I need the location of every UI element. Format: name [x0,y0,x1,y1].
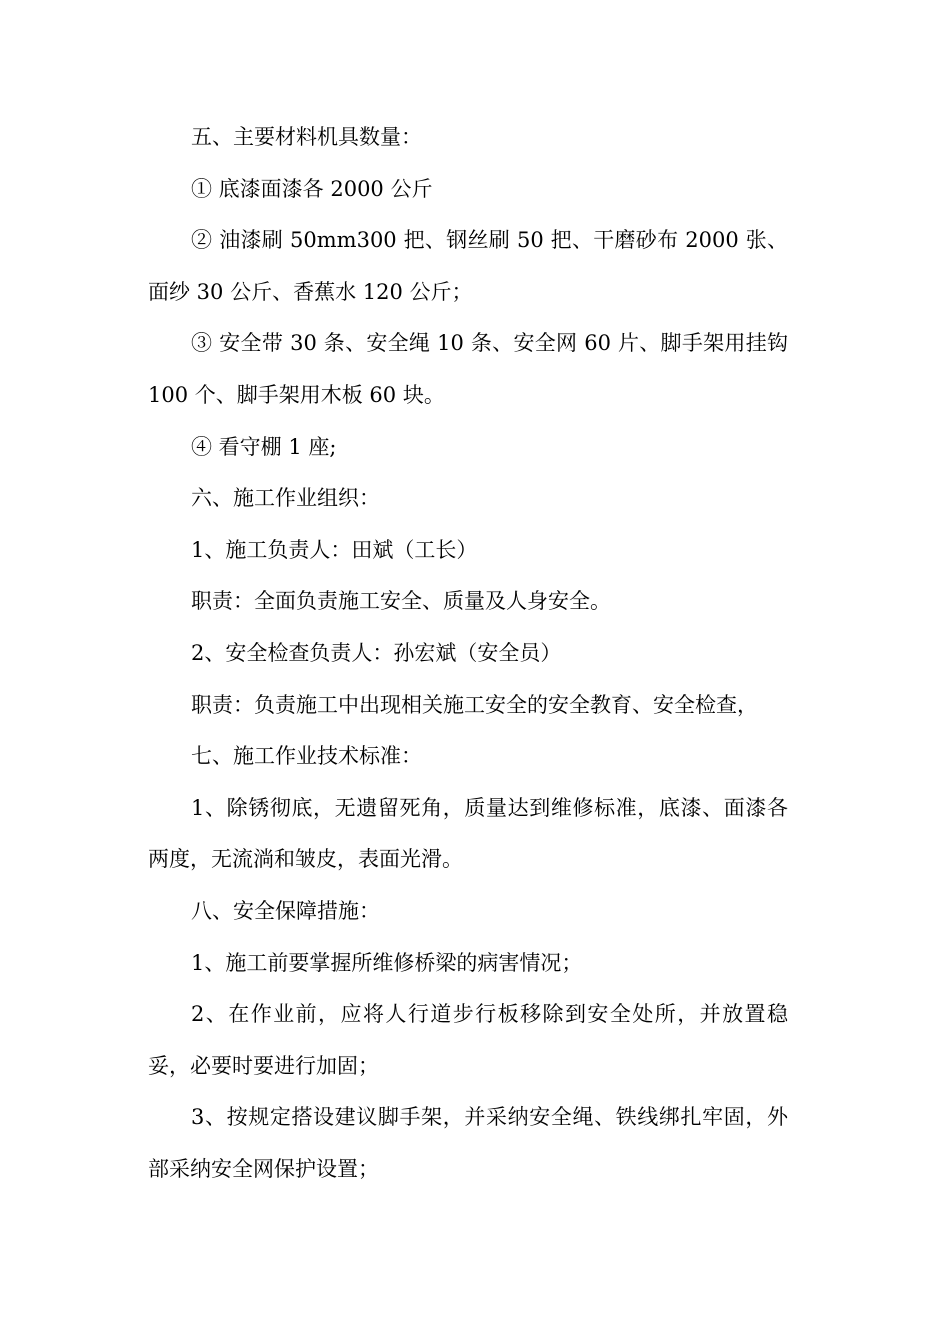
safety-item-3: 3、按规定搭设建议脚手架，并采纳安全绳、铁线绑扎牢固，外部采纳安全网保护设置； [148,1105,788,1181]
standard-item-1: 1、除锈彻底，无遗留死角，质量达到维修标准，底漆、面漆各两度，无流淌和皱皮，表面光滑。 [148,795,788,872]
safety-inspection-lead: 2、安全检查负责人：孙宏斌（安全员） [191,640,562,665]
construction-lead-duties: 职责：全面负责施工安全、质量及人身安全。 [191,589,611,614]
material-item-1: ① 底漆面漆各 2000 公斤 [191,176,433,201]
safety-inspection-duties: 职责：负责施工中出现相关施工安全的安全教育、安全检查， [191,692,758,717]
material-item-3: ③ 安全带 30 条、安全绳 10 条、安全网 60 片、脚手架用挂钩 100 个、脚手架用木板 60 块。 [148,331,788,407]
section-heading-standards: 七、施工作业技术标准： [191,744,422,769]
material-item-2: ② 油漆刷 50mm300 把、钢丝刷 50 把、干磨砂布 2000 张、面纱 30 公斤、香蕉水 120 公斤； [148,228,788,304]
material-item-4: ④ 看守棚 1 座; [191,434,337,459]
section-heading-organization: 六、施工作业组织： [191,486,380,511]
safety-item-1: 1、施工前要掌握所维修桥梁的病害情况； [191,950,583,975]
safety-item-2: 2、在作业前，应将人行道步行板移除到安全处所，并放置稳妥，必要时要进行加固； [148,1002,788,1078]
section-heading-materials: 五、主要材料机具数量： [191,125,422,149]
section-heading-safety: 八、安全保障措施： [191,898,380,923]
document-page [148,112,788,1195]
construction-lead: 1、施工负责人：田斌（工长） [191,537,478,562]
